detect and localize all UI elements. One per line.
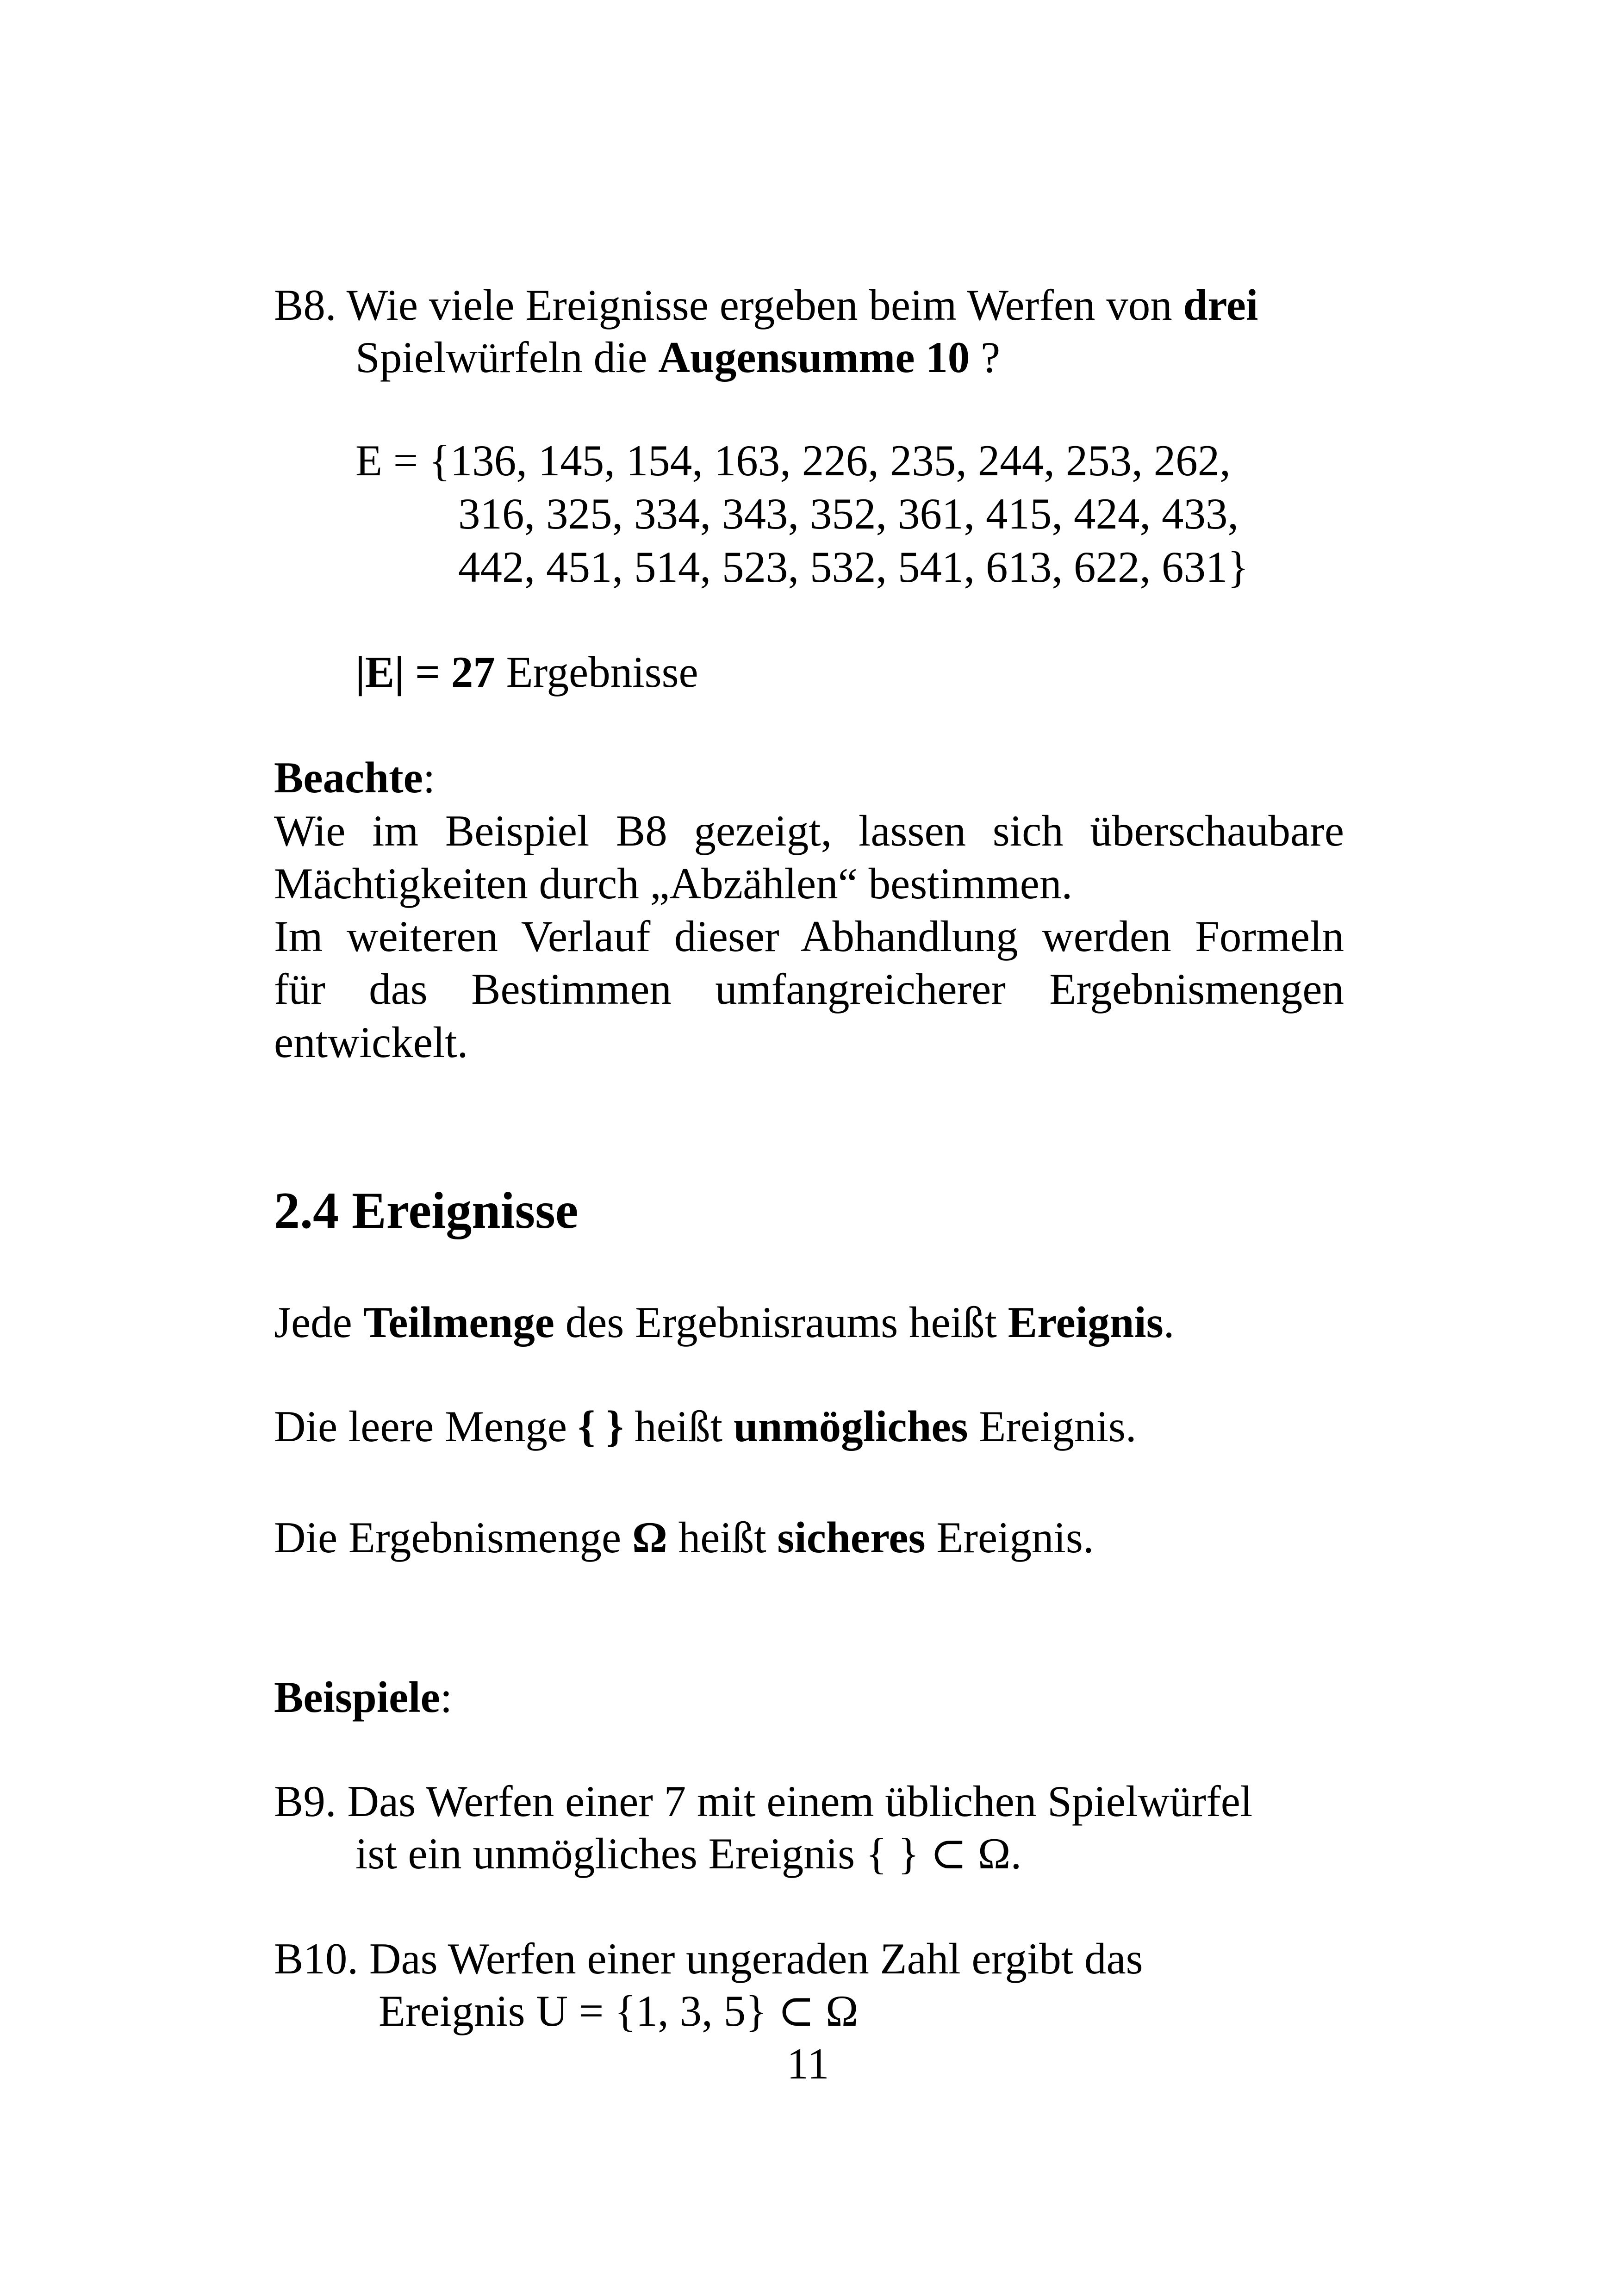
b8-question-line1 — [274, 280, 1258, 330]
beachte-bold: Beachte — [274, 753, 423, 802]
b8-cardinality — [355, 647, 698, 697]
b8-question-line2 — [355, 333, 1001, 382]
beachte-title — [274, 753, 436, 802]
def3-text-c: heißt — [678, 1513, 766, 1562]
page-number: 11 — [787, 2039, 829, 2088]
def3-text-a: Die Ergebnismenge — [274, 1513, 622, 1562]
b8-question-text-2: Spielwürfeln die — [355, 333, 647, 382]
b8-label: B8. — [274, 280, 336, 330]
cardinality-bold: |E| = 27 — [355, 647, 495, 697]
beachte-line-2: Mächtigkeiten durch „Abzählen“ bestimmen. — [274, 859, 1073, 908]
b8-question-text: Wie viele Ereignisse ergeben beim Werfen von — [346, 280, 1172, 330]
beachte-line-4: für das Bestimmen umfangreicherer Ergebnismengen — [274, 964, 1344, 1014]
beachte-line-3: Im weiteren Verlauf dieser Abhandlung werden Formeln — [274, 912, 1344, 961]
def2-bold-empty-set: { } — [578, 1402, 624, 1451]
definition-teilmenge — [274, 1298, 1175, 1347]
beispiele-colon: : — [440, 1673, 453, 1722]
beachte-line-1: Wie im Beispiel B8 gezeigt, lassen sich überschaubare — [274, 806, 1344, 855]
beispiele-title — [274, 1673, 453, 1722]
def1-period: . — [1163, 1298, 1175, 1347]
beispiele-bold: Beispiele — [274, 1673, 440, 1722]
def1-bold-teilmenge: Teilmenge — [363, 1298, 554, 1347]
b9-line2: ist ein unmögliches Ereignis { } ⊂ Ω. — [355, 1829, 1022, 1878]
b9-line1: B9. Das Werfen einer 7 mit einem üblichen Spielwürfel — [274, 1777, 1253, 1826]
b10-line2: Ereignis U = {1, 3, 5} ⊂ Ω — [379, 1986, 859, 2035]
b8-set-line2: 316, 325, 334, 343, 352, 361, 415, 424, 433, — [458, 489, 1239, 538]
def3-bold-sicheres: sicheres — [777, 1513, 926, 1562]
b8-bold-augensumme: Augensumme 10 — [658, 333, 970, 382]
def2-text-a: Die leere Menge — [274, 1402, 567, 1451]
definition-unmoeglich — [274, 1402, 1137, 1451]
section-heading: 2.4 Ereignisse — [274, 1182, 579, 1239]
def1-bold-ereignis: Ereignis — [1008, 1298, 1164, 1347]
beachte-colon: : — [423, 753, 436, 802]
def1-text-a: Jede — [274, 1298, 352, 1347]
def2-bold-unmoeglich: unmögliches — [733, 1402, 968, 1451]
cardinality-text: Ergebnisse — [506, 647, 698, 697]
def3-text-e: Ereignis. — [936, 1513, 1094, 1562]
b8-set-line1: E = {136, 145, 154, 163, 226, 235, 244, 253, 262, — [355, 436, 1231, 485]
b8-set-line3: 442, 451, 514, 523, 532, 541, 613, 622, 631} — [458, 542, 1249, 591]
b8-question-mark: ? — [980, 333, 1001, 382]
def2-text-e: Ereignis. — [979, 1402, 1137, 1451]
definition-sicher — [274, 1513, 1094, 1562]
def2-text-c: heißt — [635, 1402, 723, 1451]
b8-bold-drei: drei — [1183, 280, 1258, 330]
def3-bold-omega: Ω — [632, 1513, 667, 1562]
b10-line1: B10. Das Werfen einer ungeraden Zahl ergibt das — [274, 1934, 1143, 1983]
def1-text-c: des Ergebnisraums heißt — [565, 1298, 997, 1347]
beachte-line-5: entwickelt. — [274, 1018, 468, 1067]
